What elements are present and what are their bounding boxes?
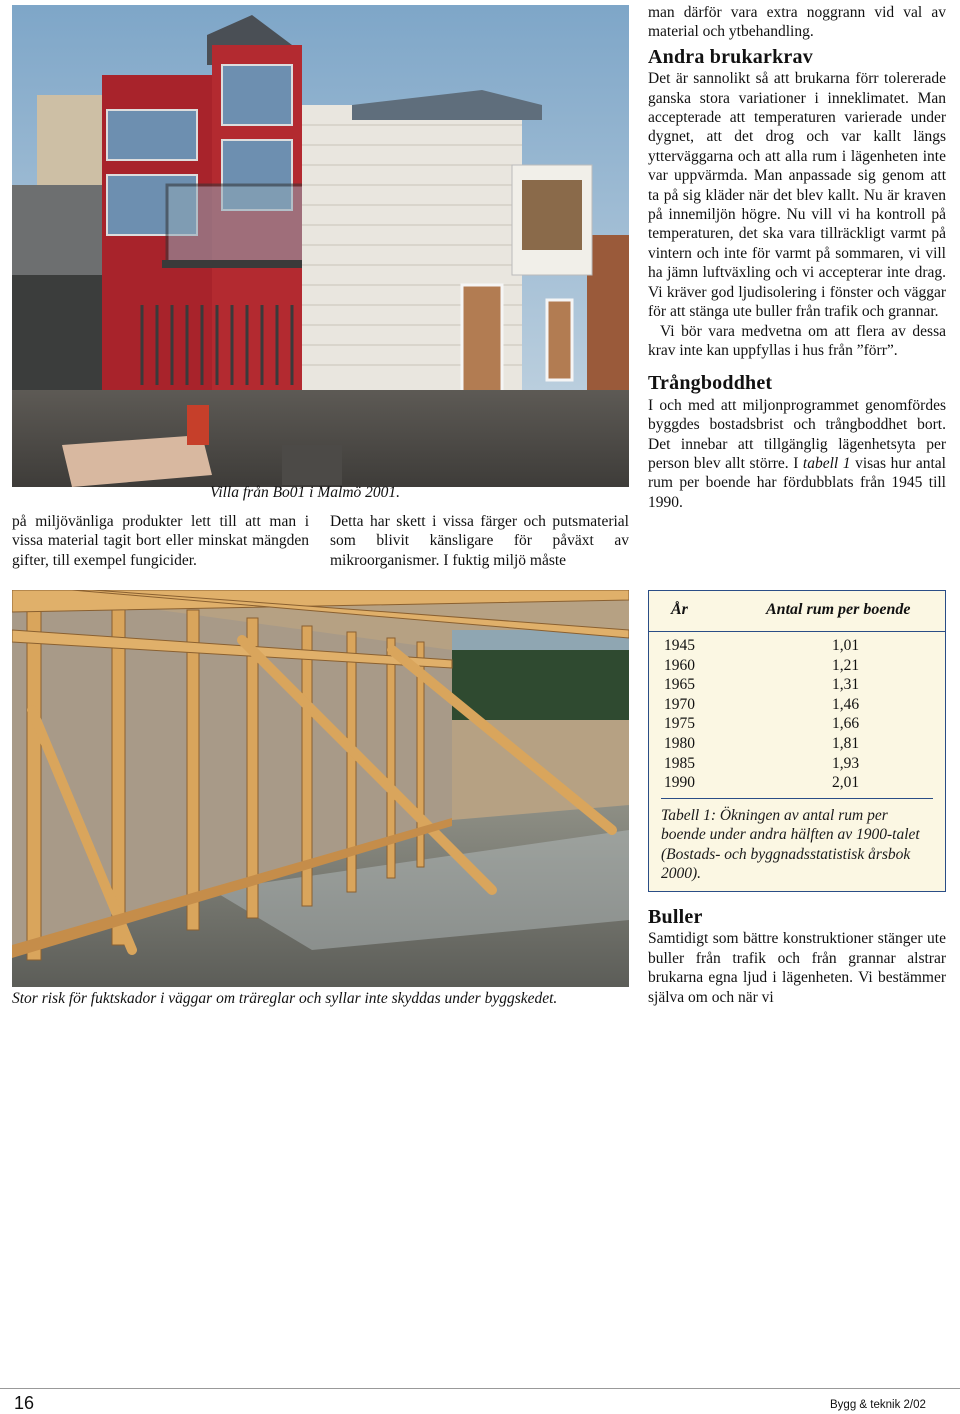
table-cell-year: 1975	[664, 715, 695, 733]
table-row	[649, 755, 945, 775]
left-column-text: på miljövänliga produkter lett till att man i vissa material tagit bort eller minskat mängden gifter, till exempel fungicider.	[12, 513, 309, 569]
table-row	[649, 696, 945, 716]
table-rooms-per-person	[648, 590, 946, 892]
table-cell-year: 1985	[664, 754, 695, 772]
page-number: 16	[14, 1393, 35, 1413]
table-row	[649, 715, 945, 735]
table-row	[649, 637, 945, 657]
buller-paragraph: Samtidigt som bättre konstruktioner stänger ute buller från trafik och från grannar alstrar brukarna egna ljud i lägenheten. Vi bestämmer själva om och när vi	[648, 930, 946, 1006]
table-cell-value: 1,21	[832, 656, 860, 674]
table-row	[649, 657, 945, 677]
middle-column-text: Detta har skett i vissa färger och putsmaterial som blivit känsligare för påväxt av mikroorganismer. I fuktig miljö måste	[330, 513, 629, 569]
trangboddhet-text-before: I och med att miljonprogrammet genomfördes byggdes bostadsbrist och trångboddhet bort. Det innebar att tillgänglig lägenhetsyta per person blev allt större. I	[648, 396, 946, 472]
timber-frame-caption: Stor risk för fuktskador i väggar om träreglar och syllar inte skyddas under byggskedet.	[12, 990, 558, 1007]
trangboddhet-paragraph	[648, 396, 946, 512]
heading-buller: Buller	[648, 906, 703, 928]
brukarkrav-paragraph-1: Det är sannolikt så att brukarna förr tolererade ganska stora variationer i inneklimatet. Man accepterade att temperaturen varierade under dygnet, att det drog och var kallt längs ytterväggarna och att alla rum i lägenheten inte var uppvärmda. Man anpassade sig genom att ta på sig kläder när det blev kallt. Nu är kraven på innemiljön högre. Nu vill vi ha kontroll på temperaturen, det ska vara tillräckligt varmt på vintern och inte för varmt på sommaren, vi vill ha jämn luftväxling och vi accepterar inte drag. Vi kräver god ljudisolering i fönster och väggar för att stänga ute buller från trafik och grannar.	[648, 70, 946, 321]
villa-photo-image	[12, 5, 629, 487]
table-row	[649, 735, 945, 755]
table-cell-year: 1990	[664, 774, 695, 792]
timber-frame-photo-image	[12, 590, 629, 987]
brukarkrav-paragraph-2: Vi bör vara medvetna om att flera av dessa krav inte kan uppfyllas i hus från ”förr”.	[648, 322, 946, 359]
table-caption: Tabell 1: Ökningen av antal rum per boende under andra hälften av 1900-talet (Bostads- och byggnadsstatistisk årsbok 2000).	[661, 807, 920, 883]
table-cell-value: 2,01	[832, 774, 860, 792]
table-reference: tabell 1	[802, 454, 851, 472]
table-cell-year: 1945	[664, 637, 695, 654]
table-header-year: År	[671, 601, 688, 618]
table-cell-year: 1960	[664, 656, 695, 674]
photo-villa-bo01	[12, 5, 629, 487]
table-cell-value: 1,01	[832, 637, 860, 654]
heading-andra-brukarkrav: Andra brukarkrav	[648, 45, 813, 68]
photo-timber-frame	[12, 590, 629, 987]
table-cell-year: 1970	[664, 695, 695, 713]
table-cell-value: 1,46	[832, 695, 860, 713]
table-cell-value: 1,93	[832, 754, 860, 772]
magazine-issue: Bygg & teknik 2/02	[830, 1399, 926, 1411]
table-divider	[661, 798, 933, 799]
table-cell-value: 1,31	[832, 676, 860, 694]
table-header	[649, 591, 945, 632]
table-cell-value: 1,66	[832, 715, 860, 733]
villa-caption: Villa från Bo01 i Malmö 2001.	[210, 484, 401, 501]
table-row	[649, 774, 945, 794]
trangboddhet-text-after: visas hur antal rum per boende har fördubblats från 1945 till 1990.	[648, 454, 946, 511]
table-row	[649, 676, 945, 696]
table-cell-year: 1980	[664, 735, 695, 752]
table-cell-value: 1,81	[832, 735, 860, 752]
table-cell-year: 1965	[664, 676, 695, 694]
intro-paragraph: man därför vara extra noggrann vid val av material och ytbehandling.	[648, 4, 946, 41]
right-column-top	[648, 3, 946, 512]
buller-section	[648, 908, 946, 1007]
footer-divider	[0, 1388, 960, 1389]
table-header-rooms: Antal rum per boende	[766, 601, 911, 618]
heading-trangboddhet: Trångboddhet	[648, 372, 773, 395]
